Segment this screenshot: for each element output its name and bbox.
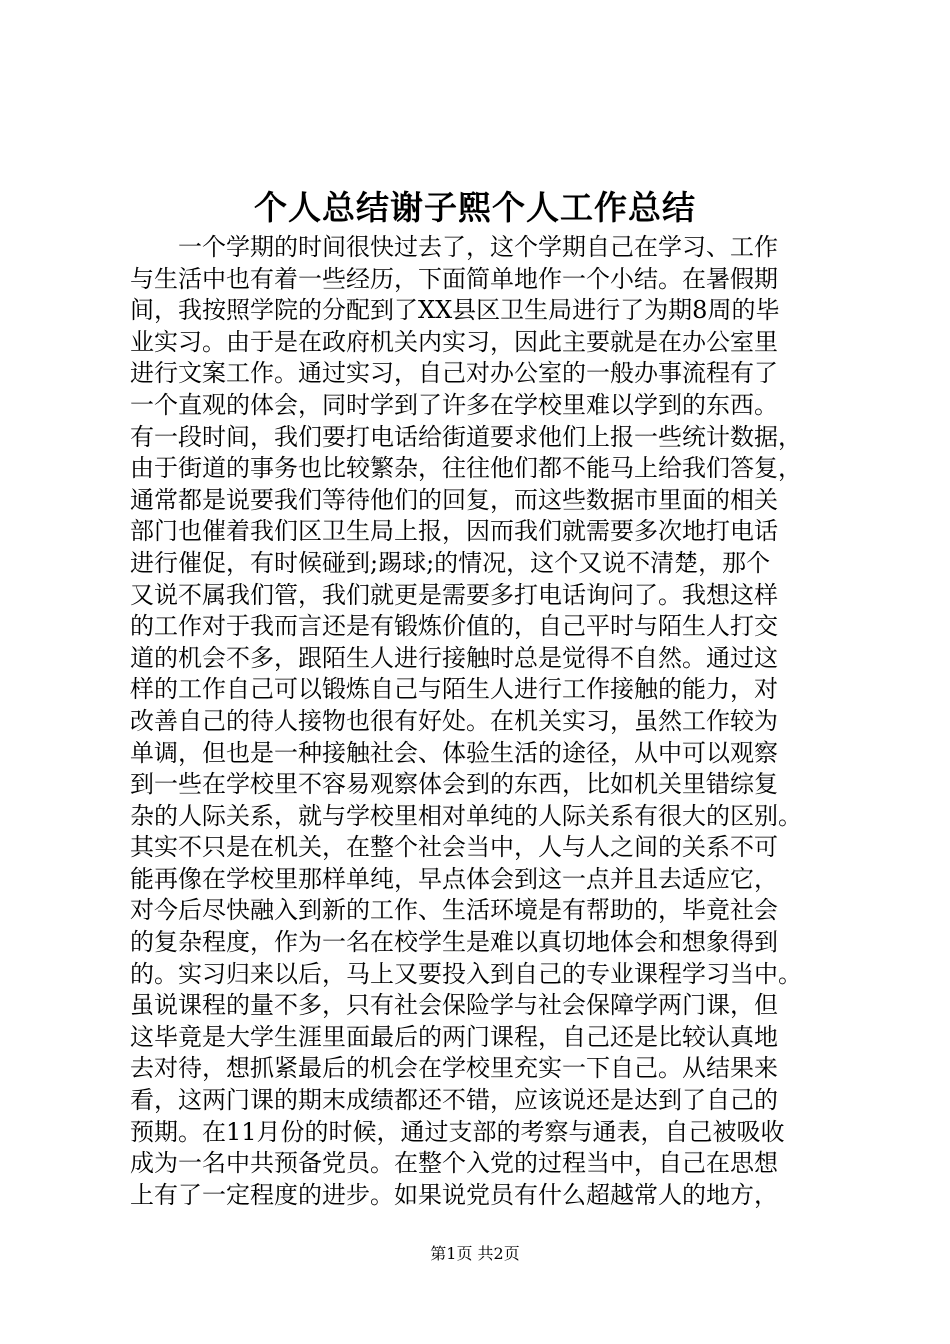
body-line: 间，我按照学院的分配到了XX县区卫生局进行了为期8周的毕 — [130, 296, 780, 325]
page-number: 第1页 共2页 — [430, 1244, 520, 1263]
body-line: 由于街道的事务也比较繁杂，往往他们都不能马上给我们答复， — [130, 454, 802, 483]
body-line: 有一段时间，我们要打电话给街道要求他们上报一些统计数据， — [130, 422, 802, 451]
body-line: 对今后尽快融入到新的工作、生活环境是有帮助的，毕竟社会 — [130, 896, 778, 925]
body-line: 这毕竟是大学生涯里面最后的两门课程，自己还是比较认真地 — [130, 1022, 778, 1051]
body-line: 其实不只是在机关，在整个社会当中，人与人之间的关系不可 — [130, 833, 778, 862]
body-line: 预期。在11月份的时候，通过支部的考察与通表，自己被吸收 — [130, 1117, 785, 1146]
body-line: 看，这两门课的期末成绩都还不错，应该说还是达到了自己的 — [130, 1086, 778, 1115]
body-line: 与生活中也有着一些经历，下面简单地作一个小结。在暑假期 — [130, 264, 778, 293]
body-line: 杂的人际关系，就与学校里相对单纯的人际关系有很大的区别。 — [130, 801, 802, 830]
body-line: 一个学期的时间很快过去了，这个学期自己在学习、工作 — [130, 233, 778, 261]
body-line: 虽说课程的量不多，只有社会保险学与社会保障学两门课，但 — [130, 991, 778, 1020]
body-line: 能再像在学校里那样单纯，早点体会到这一点并且去适应它， — [130, 864, 778, 893]
body-line: 的复杂程度，作为一名在校学生是难以真切地体会和想象得到 — [130, 928, 778, 957]
body-line: 单调，但也是一种接触社会、体验生活的途径，从中可以观察 — [130, 738, 778, 767]
body-line: 部门也催着我们区卫生局上报，因而我们就需要多次地打电话 — [130, 517, 778, 546]
body-line: 业实习。由于是在政府机关内实习，因此主要就是在办公室里 — [130, 327, 778, 356]
body-line: 又说不属我们管，我们就更是需要多打电话询问了。我想这样 — [130, 580, 778, 609]
body-line: 一个直观的体会，同时学到了许多在学校里难以学到的东西。 — [130, 390, 778, 419]
body-line: 到一些在学校里不容易观察体会到的东西，比如机关里错综复 — [130, 770, 778, 799]
body-line: 的工作对于我而言还是有锻炼价值的，自己平时与陌生人打交 — [130, 612, 778, 641]
body-line: 进行催促，有时候碰到;踢球;的情况，这个又说不清楚，那个 — [130, 548, 771, 577]
document-body — [130, 232, 850, 1211]
body-line: 进行文案工作。通过实习，自己对办公室的一般办事流程有了 — [130, 359, 778, 388]
body-line: 上有了一定程度的进步。如果说党员有什么超越常人的地方， — [130, 1180, 778, 1209]
body-line: 成为一名中共预备党员。在整个入党的过程当中，自己在思想 — [130, 1149, 778, 1178]
document-title: 个人总结谢子熙个人工作总结 — [254, 188, 696, 227]
body-line: 样的工作自己可以锻炼自己与陌生人进行工作接触的能力，对 — [130, 675, 778, 704]
body-line: 通常都是说要我们等待他们的回复，而这些数据市里面的相关 — [130, 485, 778, 514]
body-line: 道的机会不多，跟陌生人进行接触时总是觉得不自然。通过这 — [130, 643, 778, 672]
body-line: 的。实习归来以后，马上又要投入到自己的专业课程学习当中。 — [130, 959, 802, 988]
body-line: 去对待，想抓紧最后的机会在学校里充实一下自己。从结果来 — [130, 1054, 778, 1083]
body-line: 改善自己的待人接物也很有好处。在机关实习，虽然工作较为 — [130, 706, 778, 735]
